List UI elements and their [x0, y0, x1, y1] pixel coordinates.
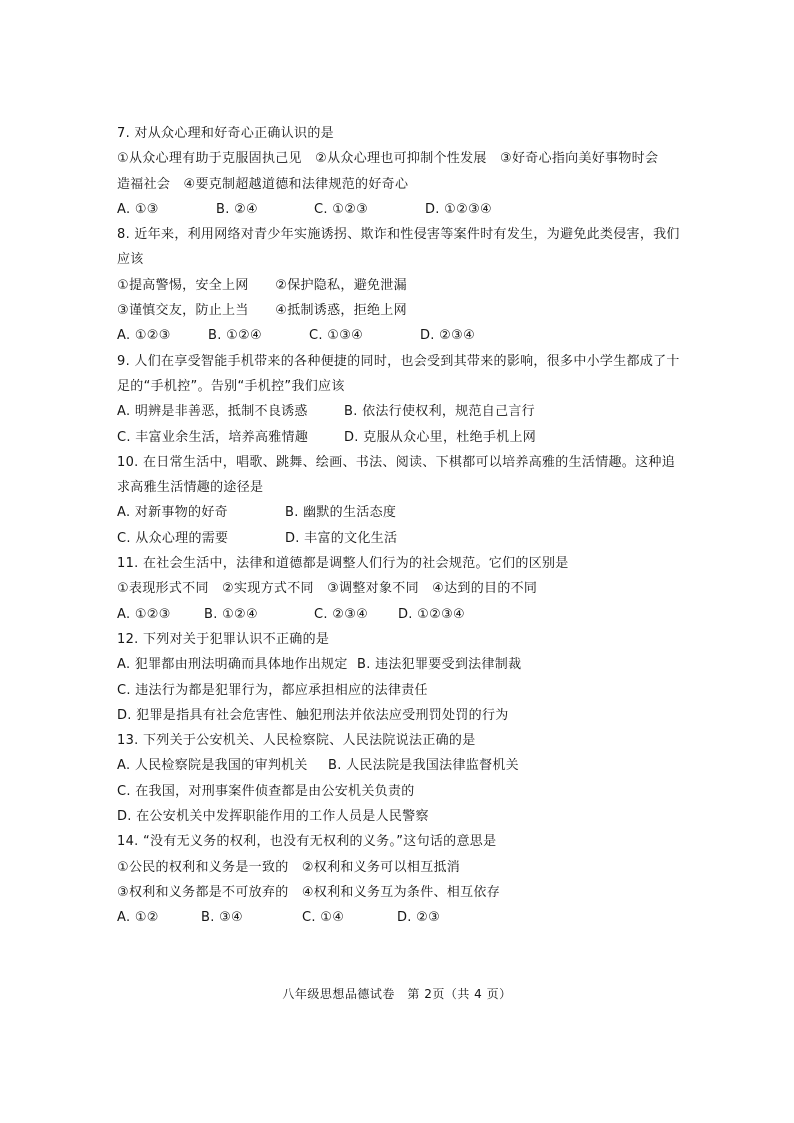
- q7-option-b: B. ②④: [216, 201, 258, 217]
- q8-stem-line1: 8. 近年来，利用网络对青少年实施诱拐、欺诈和性侵害等案件时有发生，为避免此类侵害，我们: [117, 227, 680, 243]
- q11-option-c: C. ②③④: [314, 606, 369, 622]
- q8-stem-line2: 应该: [117, 252, 144, 268]
- q10-stem-line2: 求高雅生活情趣的途径是: [117, 480, 264, 496]
- q9-stem-line2: 足的“手机控”。告别“手机控”我们应该: [117, 378, 345, 394]
- q10-option-c: C. 从众心理的需要: [117, 530, 229, 546]
- q14-items-line1: ①公民的权利和义务是一致的 ②权利和义务可以相互抵消: [117, 859, 461, 875]
- q13-stem: 13. 下列关于公安机关、人民检察院、人民法院说法正确的是: [117, 733, 476, 749]
- q14-items-line2: ③权利和义务都是不可放弃的 ④权利和义务互为条件、相互依存: [117, 884, 501, 900]
- q9-options-row1: [117, 399, 697, 424]
- q10-option-a: A. 对新事物的好奇: [117, 505, 228, 521]
- q9-option-d: D. 克服从众心里，杜绝手机上网: [344, 429, 537, 445]
- q10-options-row1: [117, 500, 697, 525]
- q11-option-a: A. ①②③: [117, 606, 171, 622]
- q8-options: [117, 323, 697, 348]
- q12-stem: 12. 下列对关于犯罪认识不正确的是: [117, 631, 330, 647]
- q13-option-b: B. 人民法院是我国法律监督机关: [328, 758, 519, 774]
- q12-option-c: C. 违法行为都是犯罪行为，都应承担相应的法律责任: [117, 682, 428, 698]
- q14-option-b: B. ③④: [201, 910, 243, 926]
- q8-items-line1: ①提高警惕，安全上网 ②保护隐私，避免泄漏: [117, 277, 407, 293]
- q7-items-line1: ①从众心理有助于克服固执己见 ②从众心理也可抑制个性发展 ③好奇心指向美好事物时会: [117, 151, 659, 167]
- q14-options: [117, 905, 697, 930]
- q8-items-line2: ③谨慎交友，防止上当 ④抵制诱惑，拒绝上网: [117, 303, 407, 319]
- q13-option-c: C. 在我国，对刑事案件侦查都是由公安机关负责的: [117, 783, 415, 799]
- q7-options: [117, 197, 697, 222]
- q9-option-c: C. 丰富业余生活，培养高雅情趣: [117, 429, 309, 445]
- q9-option-b: B. 依法行使权利，规范自己言行: [344, 404, 535, 420]
- q12-options-row1: [117, 652, 697, 677]
- q11-stem: 11. 在社会生活中，法律和道德都是调整人们行为的社会规范。它们的区别是: [117, 556, 569, 572]
- q8-option-c: C. ①③④: [309, 328, 364, 344]
- q13-option-a: A. 人民检察院是我国的审判机关: [117, 758, 308, 774]
- q11-options: [117, 602, 697, 627]
- q7-items-line2: 造福社会 ④要克制超越道德和法律规范的好奇心: [117, 176, 409, 192]
- q9-option-a: A. 明辨是非善恶，抵制不良诱惑: [117, 404, 308, 420]
- q7-option-c: C. ①②③: [314, 201, 369, 217]
- question-list: [117, 121, 697, 931]
- q7-option-d: D. ①②③④: [425, 201, 492, 217]
- q10-option-b: B. 幽默的生活态度: [285, 505, 397, 521]
- q14-stem: 14. “没有无义务的权利，也没有无权利的义务。”这句话的意思是: [117, 834, 497, 850]
- q10-stem-line1: 10. 在日常生活中，唱歌、跳舞、绘画、书法、阅读、下棋都可以培养高雅的生活情趣。这种追: [117, 454, 676, 470]
- q7-stem: 7. 对从众心理和好奇心正确认识的是: [117, 126, 334, 141]
- page-footer: 八年级思想品德试卷 第 2页（共 4 页）: [282, 987, 512, 1001]
- q14-option-a: A. ①②: [117, 910, 159, 926]
- q11-items: ①表现形式不同 ②实现方式不同 ③调整对象不同 ④达到的目的不同: [117, 581, 538, 597]
- q12-option-a: A. 犯罪都由刑法明确而具体地作出规定: [117, 657, 348, 673]
- q10-option-d: D. 丰富的文化生活: [285, 530, 398, 546]
- q8-option-b: B. ①②④: [208, 328, 262, 344]
- q14-option-d: D. ②③: [397, 910, 441, 926]
- q12-option-b: B. 违法犯罪要受到法律制裁: [357, 657, 522, 673]
- q11-option-d: D. ①②③④: [398, 606, 465, 622]
- q10-options-row2: [117, 526, 697, 551]
- q8-option-a: A. ①②③: [117, 328, 171, 344]
- q8-option-d: D. ②③④: [420, 328, 476, 344]
- q13-options-row1: [117, 753, 697, 778]
- q9-stem-line1: 9. 人们在享受智能手机带来的各种便捷的同时，也会受到其带来的影响，很多中小学生都成了十: [117, 353, 680, 369]
- q13-option-d: D. 在公安机关中发挥职能作用的工作人员是人民警察: [117, 809, 429, 825]
- q9-options-row2: [117, 425, 697, 450]
- q14-option-c: C. ①④: [302, 910, 345, 926]
- q12-option-d: D. 犯罪是指具有社会危害性、触犯刑法并依法应受刑罚处罚的行为: [117, 707, 509, 723]
- q7-option-a: A. ①③: [117, 201, 159, 217]
- q11-option-b: B. ①②④: [204, 606, 258, 622]
